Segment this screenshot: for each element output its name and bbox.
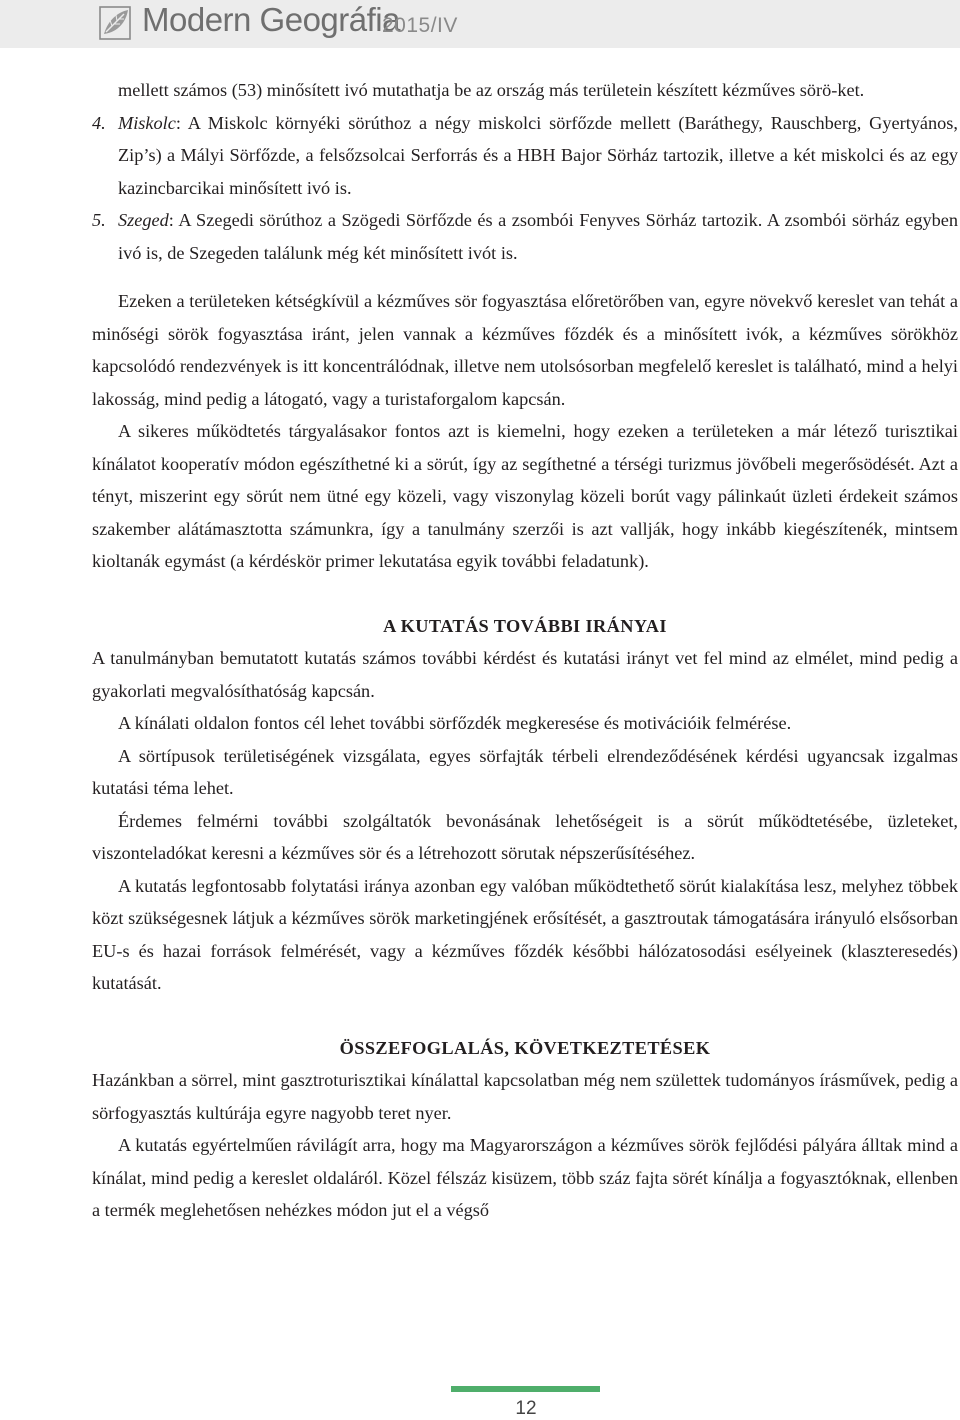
list-item-miskolc (92, 107, 958, 205)
research-paragraph: Érdemes felmérni további szolgáltatók bevonásának lehetőségeit is a sörút működtetésébe, üzleteket, viszonteladókat keresni a kézműves sör és a létrehozott sörutak népszerűsítéséhez. (92, 810, 958, 863)
page-content (92, 74, 958, 1227)
research-paragraph: A tanulmányban bemutatott kutatás számos további kérdést és kutatási irányt vet fel mind az elmélet, mind pedig a gyakorlati megvalósíthatóság kapcsán. (92, 648, 958, 701)
section-heading-summary: ÖSSZEFOGLALÁS, KÖVETKEZTETÉSEK (339, 1037, 711, 1058)
research-paragraph: A sörtípusok területiségének vizsgálata, egyes sörfajták térbeli elrendeződésének kérdési ugyancsak izgalmas kutatási téma lehet. (92, 745, 958, 798)
list-item-szeged (92, 204, 958, 269)
list-item-text: : A Szegedi sörúthoz a Szögedi Sörfőzde és a zsombói Fenyves Sörház tartozik. A zsombói sörház egyben ivó is, de Szegeden találunk még két minősített ivót is. (118, 210, 958, 263)
section-heading-research: A KUTATÁS TOVÁBBI IRÁNYAI (383, 615, 667, 636)
journal-title: Modern Geográfia (142, 1, 400, 38)
page-number: 12 (515, 1398, 537, 1419)
body-paragraph: Ezeken a területeken kétségkívül a kézműves sör fogyasztása előretörőben van, egyre növekvő kereslet van tehát a minőségi sörök fogyasztása iránt, jelen vannak a kézműves főzdék és a minősített ivók, a kézműves sörökhöz kapcsolódó rendezvények is itt koncentrálódnak, illetve nem utolsósorban megfelelő kereslet is található, mind a helyi lakosság, mind pedig a látogató, vagy a turistaforgalom kapcsán. (92, 291, 958, 409)
list-item-city: Miskolc (118, 112, 176, 133)
list-item-text: : A Miskolc környéki sörúthoz a négy miskolci sörfőzde mellett (Baráthegy, Rauschberg, Gyertyános, Zip’s) a Mályi Sörfőzde, a felsőzsolcai Serforrás és a HBH Bajor Sörház tartozik, illetve a két miskolci és az egy kazincbarcikai minősített ivó is. (118, 112, 958, 198)
body-paragraph: A sikeres működtetés tárgyalásakor fontos azt is kiemelni, hogy ezeken a területeken a már létező turisztikai kínálatot kooperatív módon egészíthetné ki a sörút, így az segíthetné a térségi turizmus jövőbeli megerősödését. Azt a tényt, miszerint egy sörút nem ütné egy közeli, vagy viszonylag közeli borút vagy pálinkaút üzleti érdekeit számos szakember alátámasztotta számunkra, így a tanulmány szerzői is azt vallják, hogy inkább kiegészítenék, mintsem kioltanák egymást (a kérdéskör primer lekutatása egyik további feladatunk). (92, 421, 958, 571)
research-paragraph: A kínálati oldalon fontos cél lehet további sörfőzdék megkeresése és motivációik felmérése. (118, 713, 792, 733)
summary-paragraph: A kutatás egyértelműen rávilágít arra, hogy ma Magyarországon a kézműves sörök fejlődési pályára álltak mind a kínálat, mind pedig a kereslet oldaláról. Közel félszáz kisüzem, több száz fajta sörét kínálja a fogyasztóknak, ellenben a termék meglehetősen nehézkes módon jut el a végső (92, 1135, 958, 1220)
list-item-number: 5. (92, 210, 106, 230)
research-paragraph: A kutatás legfontosabb folytatási iránya azonban egy valóban működtethető sörút kialakítása lesz, melyhez többek közt szükségesnek látjuk a kézműves sörök marketingjének erősítését, a gasztroutak támogatására irányuló elsősorban EU-s és hazai források felmérését, vagy a kézműves főzdék későbbi hálózatosodási esélyeinek (klaszteresedés) kutatását. (92, 875, 958, 993)
list-item-number: 4. (92, 112, 106, 133)
footer-accent-bar (451, 1386, 600, 1392)
summary-paragraph: Hazánkban a sörrel, mint gasztroturisztikai kínálattal kapcsolatban még nem születtek tudományos írásművek, pedig a sörfogyasztás kultúrája egyre nagyobb teret nyer. (92, 1070, 958, 1123)
leaf-logo-icon (98, 4, 134, 42)
journal-issue: 2015/IV (382, 14, 458, 37)
list-item-city: Szeged (118, 210, 169, 230)
list-continuation: mellett számos (53) minősített ivó mutathatja be az ország más területein készített kézműves sörö-ket. (118, 80, 865, 100)
